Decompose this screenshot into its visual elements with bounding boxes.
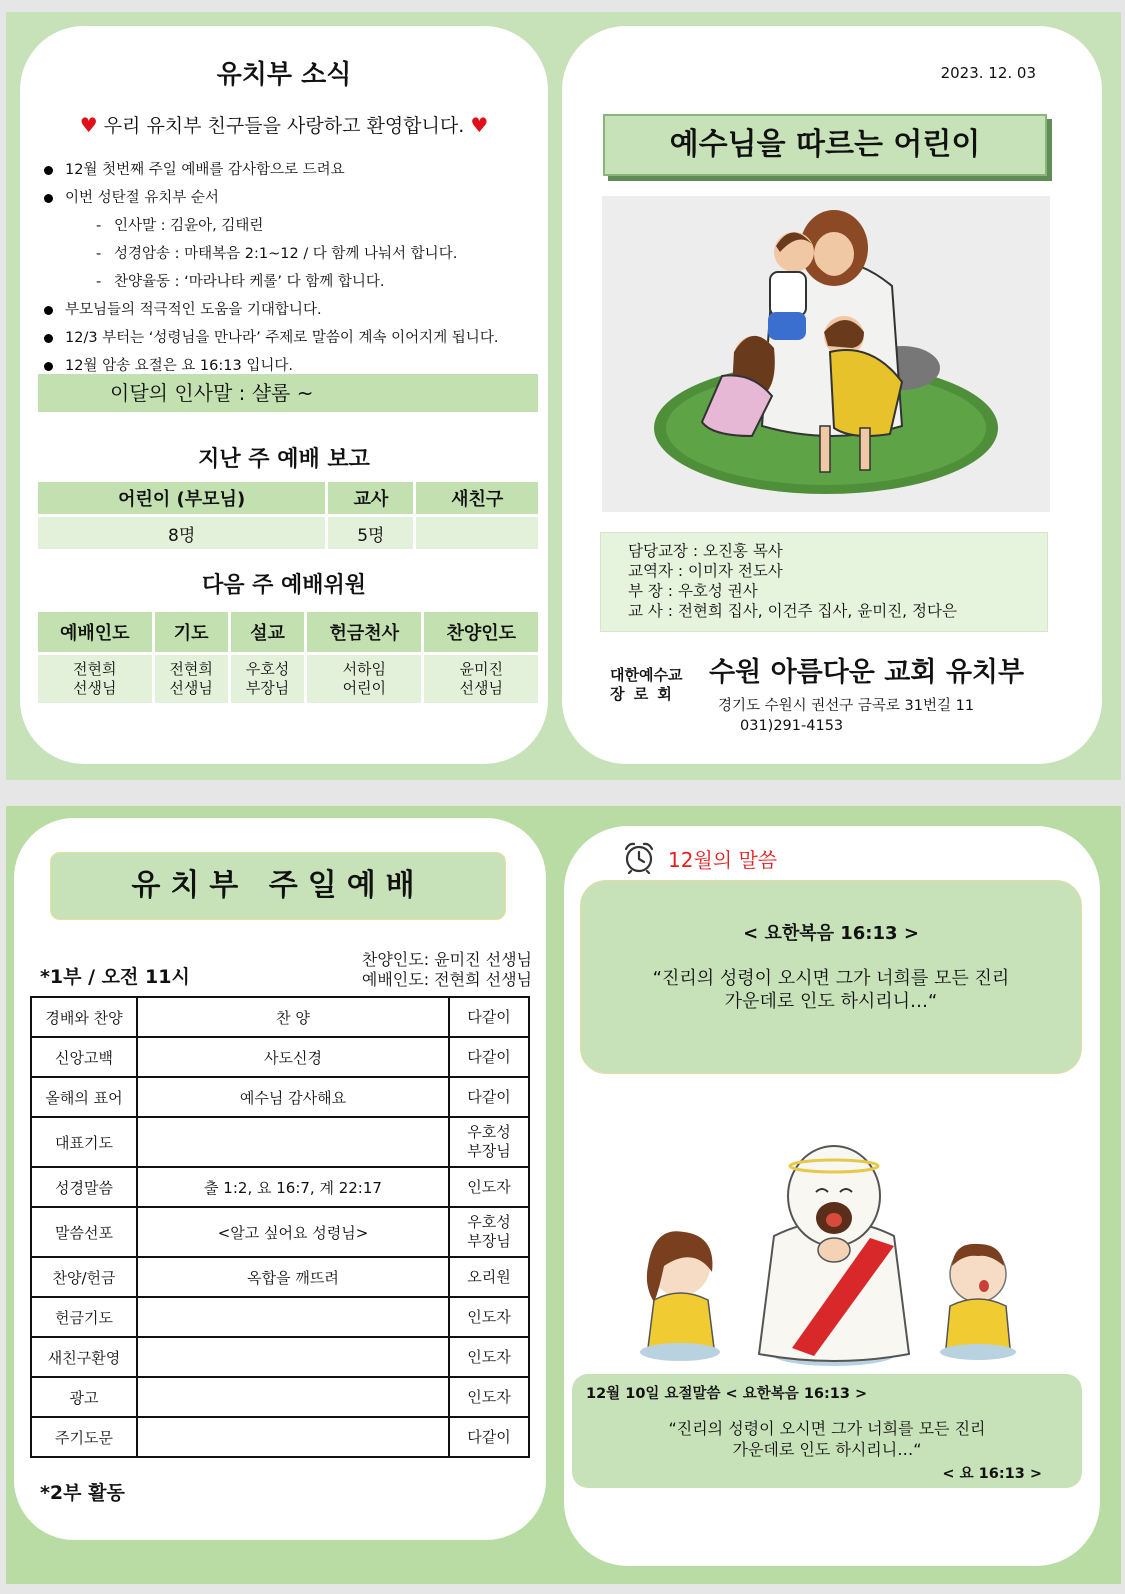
staff-list <box>600 532 1048 632</box>
heart-icon: ♥ <box>470 113 489 137</box>
staff-item: 담당교장 : 오진홍 목사 <box>628 542 783 560</box>
table-header: 예배인도 <box>38 612 153 654</box>
monthly-greeting: 이달의 인사말 : 샬롬 ~ <box>38 374 538 412</box>
word-title: 12월의 말씀 <box>668 848 778 872</box>
list-item: 12/3 부터는 ‘성령님을 만나라’ 주제로 말씀이 계속 이어지게 됩니다. <box>44 324 544 352</box>
order-panel <box>14 818 546 1540</box>
table-cell <box>137 1377 449 1417</box>
bullet-icon <box>44 362 53 371</box>
table-cell: 인도자 <box>449 1337 529 1377</box>
list-item: 부모님들의 적극적인 도움을 기대합니다. <box>44 296 544 324</box>
list-item: 12월 암송 요절은 요 16:13 입니다. <box>44 352 544 380</box>
table-cell: 인도자 <box>449 1297 529 1337</box>
staff-item: 부 장 : 우호성 권사 <box>628 582 758 600</box>
memory-verse-reference: < 요 16:13 > <box>942 1466 1042 1482</box>
table-row <box>31 1417 529 1457</box>
bulletin-front-sheet <box>6 12 1121 780</box>
table-cell: 신앙고백 <box>31 1037 137 1077</box>
bulletin-inside-sheet <box>6 806 1121 1584</box>
table-cell: 주기도문 <box>31 1417 137 1457</box>
memory-verse-box <box>572 1374 1082 1488</box>
table-cell: 찬 양 <box>137 997 449 1037</box>
sub-list-item: - 찬양율동 : ‘마라나타 케롤’ 다 함께 합니다. <box>96 274 385 290</box>
alarm-clock-icon <box>622 840 656 874</box>
table-cell: 다같이 <box>449 1417 529 1457</box>
bullet-icon <box>44 166 53 175</box>
welcome-line <box>20 111 548 138</box>
table-cell: 헌금기도 <box>31 1297 137 1337</box>
table-cell: 옥합을 깨뜨려 <box>137 1257 449 1297</box>
table-cell: 경배와 찬양 <box>31 997 137 1037</box>
table-row <box>31 1297 529 1337</box>
sub-list-item: - 인사말 : 김윤아, 김태린 <box>96 218 264 234</box>
table-row <box>31 1167 529 1207</box>
memory-verse-text: “진리의 성령이 오시면 그가 너희를 모든 진리 가운데로 인도 하시리니…“ <box>668 1419 986 1459</box>
list-item: 12월 첫번째 주일 예배를 감사함으로 드려요 <box>44 156 544 184</box>
table-header: 기도 <box>153 612 229 654</box>
table-cell: 새친구환영 <box>31 1337 137 1377</box>
activity-label: *2부 활동 <box>40 1482 125 1504</box>
word-panel <box>564 826 1100 1566</box>
table-cell: 다같이 <box>449 1037 529 1077</box>
list-item: 이번 성탄절 유치부 순서 <box>44 184 544 212</box>
church-phone: 031)291-4153 <box>740 718 844 734</box>
table-row: 8명 5명 <box>38 516 538 550</box>
table-cell <box>137 1337 449 1377</box>
news-list <box>44 156 544 380</box>
cover-panel <box>562 26 1102 764</box>
praying-jesus-children-illustration <box>624 1126 1034 1376</box>
bullet-icon <box>44 194 53 203</box>
table-cell: 말씀선포 <box>31 1207 137 1257</box>
table-row <box>31 1337 529 1377</box>
bulletin-date: 2023. 12. 03 <box>940 64 1036 82</box>
table-cell: <알고 싶어요 성령님> <box>137 1207 449 1257</box>
table-cell <box>137 1417 449 1457</box>
table-cell <box>137 1297 449 1337</box>
church-name: 수원 아름다운 교회 유치부 <box>709 657 1025 688</box>
table-header: 교사 <box>327 482 415 516</box>
table-row <box>31 1377 529 1417</box>
verse-box <box>580 880 1082 1074</box>
table-cell: 대표기도 <box>31 1117 137 1167</box>
bullet-icon <box>44 334 53 343</box>
table-cell: 다같이 <box>449 1077 529 1117</box>
table-cell: 다같이 <box>449 997 529 1037</box>
table-row <box>31 997 529 1037</box>
verse-reference: < 요한복음 16:13 > <box>743 923 919 944</box>
staff-item: 교 사 : 전현희 집사, 이건주 집사, 윤미진, 정다은 <box>628 602 957 620</box>
verse-text: “진리의 성령이 오시면 그가 너희를 모든 진리 가운데로 인도 하시리니…“ <box>652 968 1010 1012</box>
next-week-table <box>38 612 538 703</box>
denomination: 대한예수교 장 로 회 <box>610 666 683 703</box>
news-panel <box>20 26 548 764</box>
table-cell: 인도자 <box>449 1377 529 1417</box>
service-label: *1부 / 오전 11시 <box>40 966 190 988</box>
attendance-table <box>38 482 538 549</box>
table-cell <box>137 1117 449 1167</box>
table-header: 설교 <box>229 612 305 654</box>
memory-verse-heading: 12월 10일 요절말씀 < 요한복음 16:13 > <box>586 1386 868 1402</box>
table-cell: 예수님 감사해요 <box>137 1077 449 1117</box>
table-row <box>31 1037 529 1077</box>
table-row <box>31 1207 529 1257</box>
table-header: 어린이 (부모님) <box>38 482 327 516</box>
table-cell: 광고 <box>31 1377 137 1417</box>
next-week-title: 다음 주 예배위원 <box>201 573 367 598</box>
table-row <box>31 1257 529 1297</box>
news-title: 유치부 소식 <box>216 60 352 90</box>
table-header: 찬양인도 <box>423 612 538 654</box>
table-cell: 우호성 부장님 <box>449 1117 529 1167</box>
table-header: 새친구 <box>415 482 538 516</box>
sub-list-item: - 성경암송 : 마태복음 2:1~12 / 다 함께 나눠서 합니다. <box>96 246 458 262</box>
table-cell: 사도신경 <box>137 1037 449 1077</box>
table-cell: 올해의 표어 <box>31 1077 137 1117</box>
church-address: 경기도 수원시 권선구 금곡로 31번길 11 031)291-4153 <box>718 698 975 734</box>
staff-item: 교역자 : 이미자 전도사 <box>628 562 783 580</box>
table-row <box>31 1077 529 1117</box>
bullet-icon <box>44 306 53 315</box>
table-row <box>31 1117 529 1167</box>
table-cell: 인도자 <box>449 1167 529 1207</box>
table-cell: 성경말씀 <box>31 1167 137 1207</box>
service-leaders: 찬양인도: 윤미진 선생님 예배인도: 전현희 선생님 <box>361 950 532 989</box>
theme-title: 예수님을 따르는 어린이 <box>603 114 1047 176</box>
heart-icon: ♥ <box>79 113 98 137</box>
table-cell: 우호성 부장님 <box>449 1207 529 1257</box>
table-header: 헌금천사 <box>306 612 423 654</box>
table-cell: 출 1:2, 요 16:7, 계 22:17 <box>137 1167 449 1207</box>
worship-order-table <box>30 996 530 1458</box>
report-title: 지난 주 예배 보고 <box>198 447 370 472</box>
jesus-with-children-illustration <box>602 196 1050 512</box>
welcome-text: 우리 유치부 친구들을 사랑하고 환영합니다. <box>103 115 465 137</box>
table-cell: 오리원 <box>449 1257 529 1297</box>
table-cell: 찬양/헌금 <box>31 1257 137 1297</box>
order-title: 유치부 주일예배 <box>50 852 506 920</box>
table-row: 전현희 선생님 전현희 선생님 우호성 부장님 서하임 어린이 윤미진 선생님 <box>38 654 538 704</box>
